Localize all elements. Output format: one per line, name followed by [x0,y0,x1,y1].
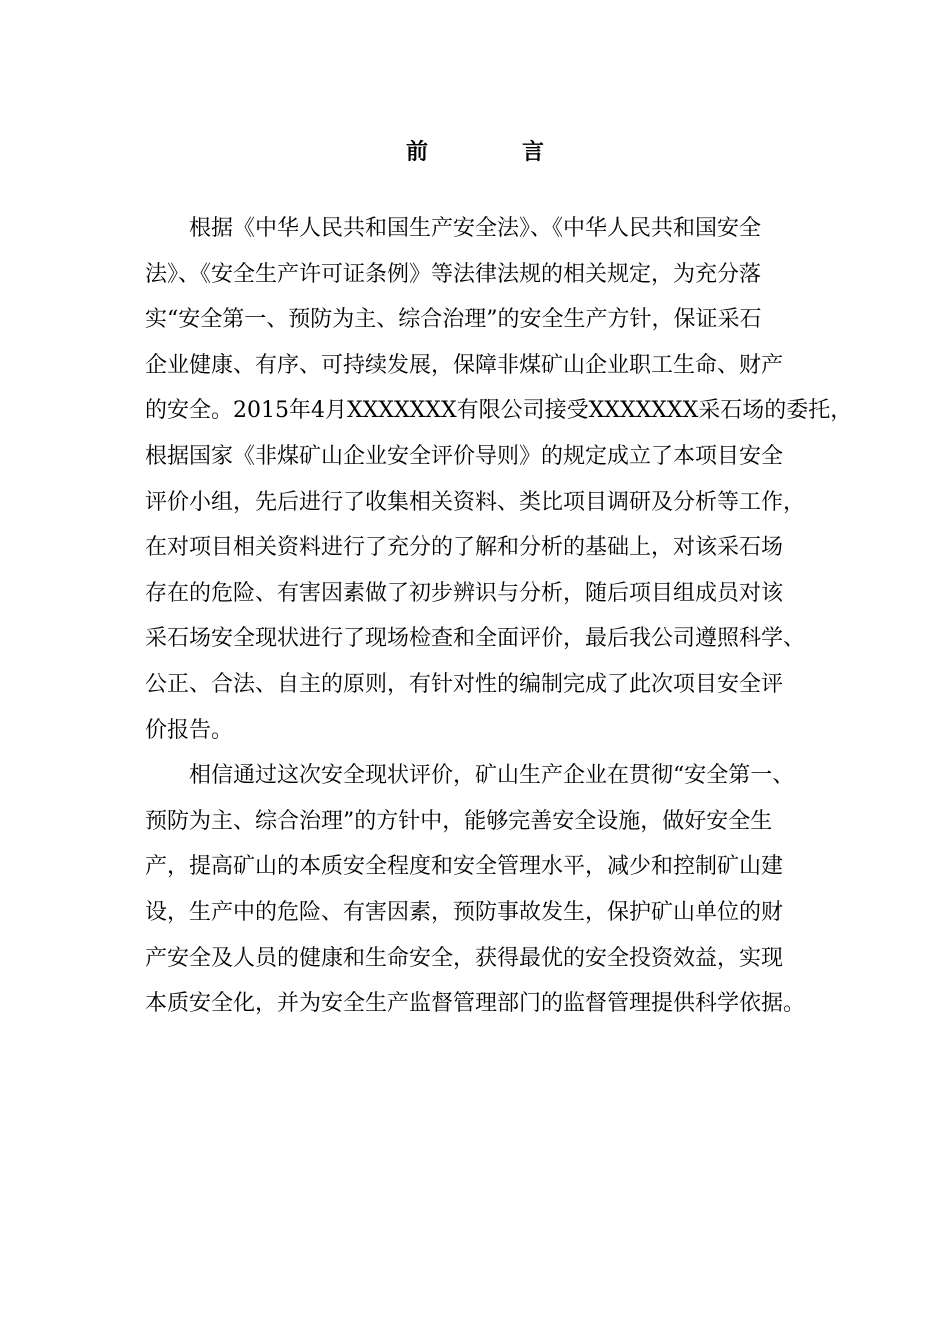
text-line: 本质安全化，并为安全生产监督管理部门的监督管理提供科学依据。 [145,991,806,1017]
text-line: 存在的危险、有害因素做了初步辨识与分析，随后项目组成员对该 [145,580,784,606]
text-line: 根据国家《非煤矿山企业安全评价导则》的规定成立了本项目安全 [145,443,784,469]
text-line: 法》、《安全生产许可证条例》等法律法规的相关规定，为充分落 [145,261,762,287]
text-line: 采石场安全现状进行了现场检查和全面评价，最后我公司遵照科学、 [145,626,806,652]
page-title: 前 言 [405,139,580,165]
text-line: 企业健康、有序、可持续发展，保障非煤矿山企业职工生命、财产 [145,352,784,378]
text-line: 公正、合法、自主的原则，有针对性的编制完成了此次项目安全评 [145,671,784,697]
text-line: 的安全。2015年4月XXXXXXX有限公司接受XXXXXXX采石场的委托， [145,398,853,424]
text-line: 实“安全第一、预防为主、综合治理”的安全生产方针，保证采石 [145,307,762,333]
paragraph-2 [145,753,827,1027]
text-line: 相信通过这次安全现状评价，矿山生产企业在贯彻“安全第一、 [145,763,795,789]
text-line: 设，生产中的危险、有害因素，预防事故发生，保护矿山单位的财 [145,899,784,925]
text-line: 在对项目相关资料进行了充分的了解和分析的基础上，对该采石场 [145,535,784,561]
text-line: 预防为主、综合治理”的方针中，能够完善安全设施，做好安全生 [145,808,773,834]
document-body [145,206,853,1027]
text-line: 根据《中华人民共和国生产安全法》、《中华人民共和国安全 [145,216,762,241]
paragraph-1 [145,206,853,753]
text-line: 评价小组，先后进行了收集相关资料、类比项目调研及分析等工作， [145,489,806,515]
text-line: 产，提高矿山的本质安全程度和安全管理水平，减少和控制矿山建 [145,854,784,880]
text-line: 产安全及人员的健康和生命安全，获得最优的安全投资效益，实现 [145,945,784,971]
text-line: 价报告。 [145,717,234,743]
